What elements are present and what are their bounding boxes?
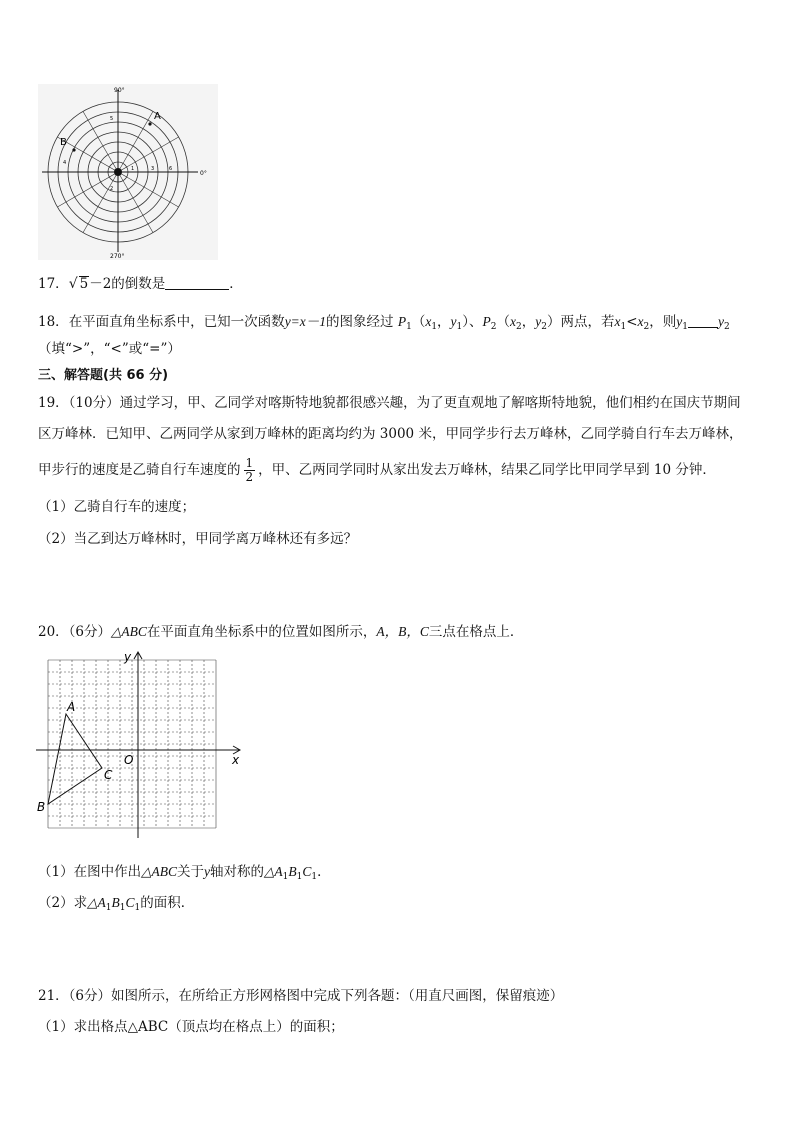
question-21-sub-1: （1）求出格点△ABC（顶点均在格点上）的面积； <box>38 1019 344 1035</box>
polar-grid-figure <box>38 84 218 260</box>
vertex-c-label: C <box>104 768 113 782</box>
coordinate-grid-figure <box>36 648 246 843</box>
question-17: 17．√ 5－2的倒数是 ． <box>38 276 243 292</box>
ring-label: 1 <box>131 166 135 172</box>
question-19-line-2: 区万峰林．已知甲、乙两同学从家到万峰林的距离均约为 3000 米，甲同学步行去万峰林，乙同学骑自行车去万峰林， <box>38 426 743 442</box>
sqrt-radicand: 5 <box>79 276 89 292</box>
origin-label: O <box>124 753 134 767</box>
vertex-b-label: B <box>37 800 46 814</box>
question-19-line-3: 甲步行的速度是乙骑自行车速度的 $\frac{1}{2}$ ，甲、乙两同学同时从家出发去万峰林，结果乙同学比甲同学早到 10 分钟． <box>38 456 716 484</box>
question-19-sub-2: （2）当乙到达万峰林时，甲同学离万峰林还有多远？ <box>38 531 358 547</box>
section-heading: 三、解答题(共 66 分) <box>38 368 169 383</box>
answer-blank[interactable] <box>165 276 229 290</box>
label-270-degree: 270° <box>110 253 125 260</box>
label-0-degree: 0° <box>200 170 207 177</box>
ring-label: 5 <box>110 116 114 122</box>
question-20-sub-2: （2）求$\triangle A_1B_1C_1$的面积． <box>38 895 195 913</box>
question-18-hint: （填“>”，“<”或“=”） <box>38 341 181 357</box>
ring-label: 3 <box>151 166 155 172</box>
question-18: 18．在平面直角坐标系中，已知一次函数y=x－1的图象经过 $P_1(x_1$，$y_1$）、$P_2(x_2$，$y_2$）两点，若$x_1<x_2$，则$y_1$ $y_2$ <box>38 314 730 332</box>
y-axis-label: y <box>124 650 132 664</box>
ring-label: 6 <box>169 166 173 172</box>
answer-blank[interactable] <box>688 314 718 328</box>
vertex-a-label: A <box>67 700 76 714</box>
ring-label: 4 <box>63 160 67 166</box>
fraction-one-half: $\frac{1}{2}$ <box>245 456 254 484</box>
ring-label: 2 <box>110 186 114 192</box>
question-19-sub-1: （1）乙骑自行车的速度； <box>38 499 196 515</box>
triangle-abc <box>48 714 102 804</box>
question-20-line-1: 20．（6分）△ABC在平面直角坐标系中的位置如图所示，A，B，C三点在格点上． <box>38 624 524 640</box>
point-b-label: B <box>60 137 67 148</box>
label-90-degree: 90° <box>114 87 125 94</box>
question-20-sub-1: （1）在图中作出△ABC关于y轴对称的$\triangle A_1B_1C_1$． <box>38 864 331 882</box>
point-a-label: A <box>154 111 161 122</box>
question-19-line-1: 19．（10分）通过学习，甲、乙同学对喀斯特地貌都很感兴趣，为了更直观地了解喀斯特地貌，他们相约在国庆节期间 <box>38 395 741 411</box>
question-21-line-1: 21．（6分）如图所示，在所给正方形网格图中完成下列各题：（用直尺画图，保留痕迹） <box>38 988 564 1004</box>
x-axis-label: x <box>232 753 240 767</box>
